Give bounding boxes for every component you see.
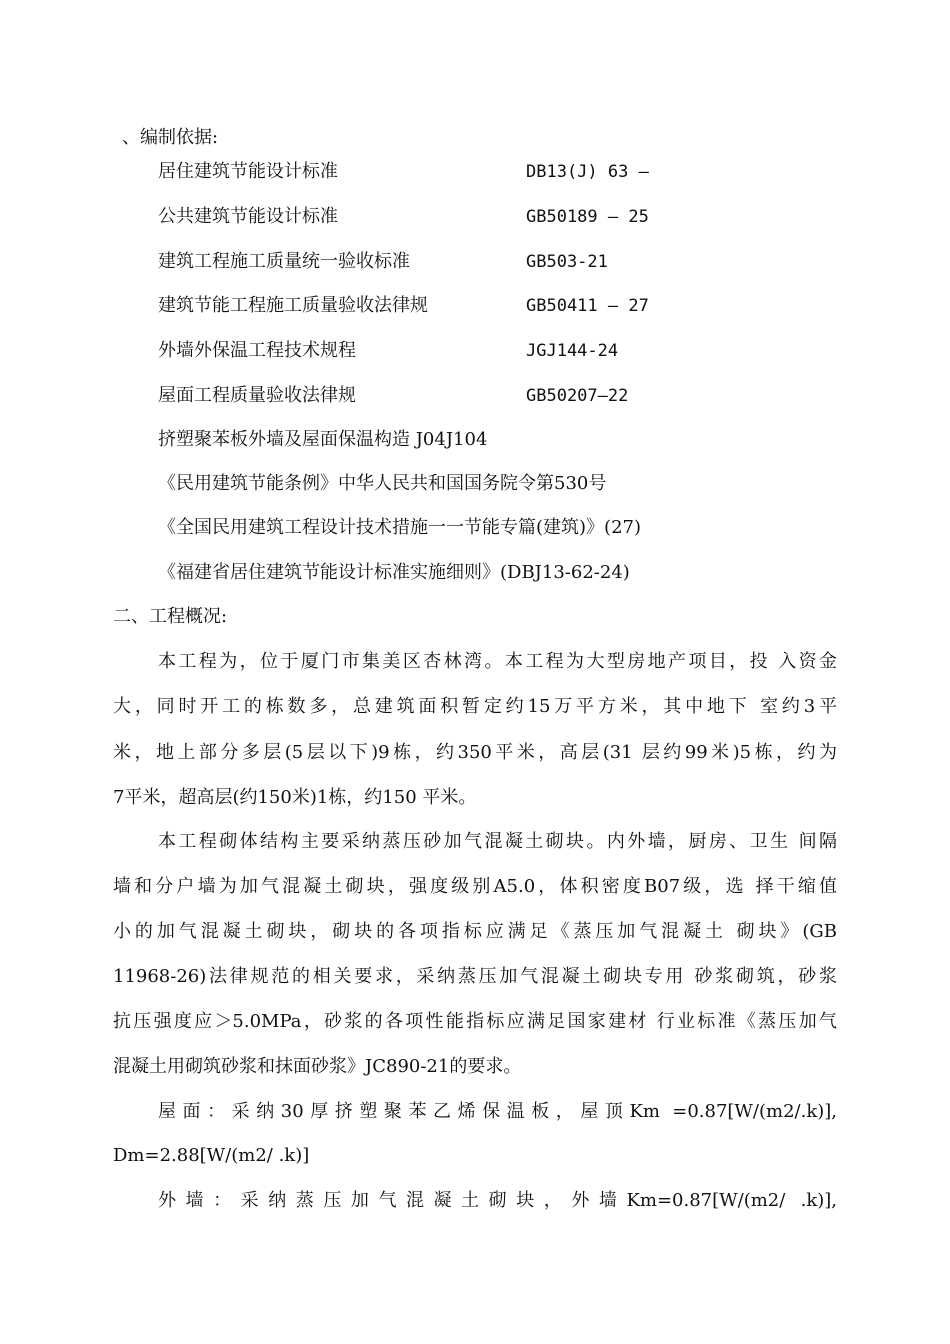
paragraph-line: Dm=2.88[W/(m2/ .k)] bbox=[113, 1145, 310, 1166]
reference-name: 屋面工程质量验收法律规 bbox=[158, 385, 356, 406]
reference-code: DB13(J) 63 — bbox=[526, 162, 649, 182]
paragraph-line: 本工程砌体结构主要采纳蒸压砂加气混凝土砌块。内外墙，厨房、卫生 间隔 bbox=[158, 831, 837, 852]
paragraph-line: 墙和分户墙为加气混凝土砌块，强度级别A5.0，体积密度B07级，选 择干缩值 bbox=[113, 876, 837, 897]
reference-extra-line: 《民用建筑节能条例》中华人民共和国国务院令第530号 bbox=[158, 473, 607, 494]
paragraph-line: 小的加气混凝土砌块，砌块的各项指标应满足《蒸压加气混凝土 砌块》(GB bbox=[113, 921, 837, 942]
reference-code: GB50207—22 bbox=[526, 386, 629, 406]
reference-extra-line: 《福建省居住建筑节能设计标准实施细则》(DBJ13-62-24) bbox=[158, 562, 630, 583]
paragraph-line: 11968-26)法律规范的相关要求，采纳蒸压加气混凝土砌块专用 砂浆砌筑，砂浆 bbox=[113, 966, 837, 987]
paragraph-line: 本工程为，位于厦门市集美区杏林湾。本工程为大型房地产项目，投 入资金 bbox=[158, 651, 837, 672]
reference-name: 建筑工程施工质量统一验收标准 bbox=[158, 251, 410, 272]
reference-name: 建筑节能工程施工质量验收法律规 bbox=[158, 295, 428, 316]
reference-code: GB503-21 bbox=[526, 252, 608, 272]
paragraph-line: 抗压强度应＞5.0MPa，砂浆的各项性能指标应满足国家建材 行业标准《蒸压加气 bbox=[113, 1011, 837, 1032]
reference-code: JGJ144-24 bbox=[526, 341, 619, 361]
reference-code: GB50411 — 27 bbox=[526, 296, 649, 316]
section-heading-overview: 二、工程概况: bbox=[113, 606, 228, 627]
paragraph-line: 7平米，超高层(约150米)1栋，约150 平米。 bbox=[113, 787, 477, 808]
reference-extra-line: 《全国民用建筑工程设计技术措施一一节能专篇(建筑)》(27) bbox=[158, 517, 641, 538]
section-heading-basis: 、编制依据: bbox=[122, 127, 219, 148]
reference-name: 公共建筑节能设计标准 bbox=[158, 206, 338, 227]
paragraph-line: 米，地上部分多层(5层以下)9栋，约350平米，高层(31 层约99米)5栋，约为 bbox=[113, 742, 837, 763]
paragraph-line: 屋面：采纳30厚挤塑聚苯乙烯保温板，屋顶Km =0.87[W/(m2/.k)], bbox=[158, 1101, 838, 1122]
paragraph-line: 混凝土用砌筑砂浆和抹面砂浆》JC890-21的要求。 bbox=[113, 1056, 522, 1077]
reference-extra-line: 挤塑聚苯板外墙及屋面保温构造 J04J104 bbox=[158, 429, 488, 450]
paragraph-line: 外墙：采纳蒸压加气混凝土砌块，外墙Km=0.87[W/(m2/ .k)], bbox=[158, 1190, 837, 1211]
paragraph-line: 大，同时开工的栋数多，总建筑面积暂定约15万平方米，其中地下 室约3平 bbox=[113, 696, 837, 717]
reference-code: GB50189 — 25 bbox=[526, 207, 649, 227]
reference-name: 外墙外保温工程技术规程 bbox=[158, 340, 356, 361]
reference-name: 居住建筑节能设计标准 bbox=[158, 161, 338, 182]
